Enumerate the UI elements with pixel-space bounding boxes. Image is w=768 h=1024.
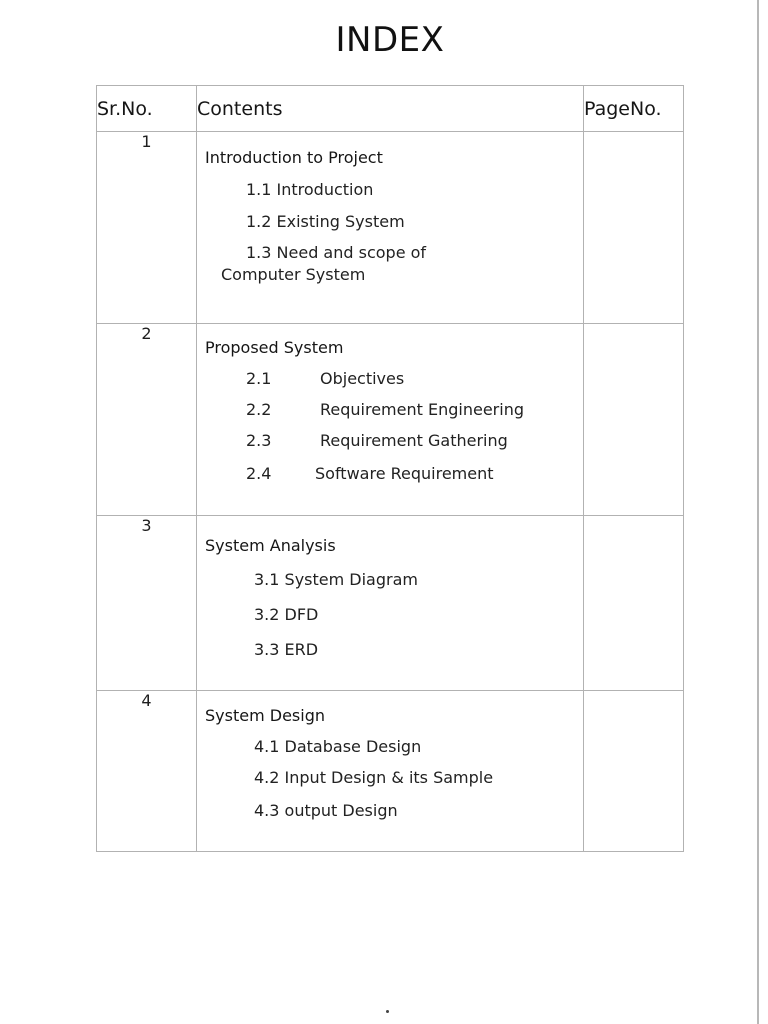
row-sr-number: 4 <box>97 691 197 852</box>
section-title: System Analysis <box>205 536 336 555</box>
content-item: 3.2 DFD <box>254 605 319 624</box>
header-sr-no: Sr.No. <box>97 86 197 132</box>
section-title: Proposed System <box>205 338 344 357</box>
item-number: 2.3 <box>246 431 272 450</box>
section-title: Introduction to Project <box>205 148 383 167</box>
content-item: Software Requirement <box>315 464 494 483</box>
row-contents <box>197 516 584 691</box>
page-dot <box>386 1010 389 1013</box>
content-item: Requirement Gathering <box>320 431 508 450</box>
page-edge-line <box>757 0 759 1024</box>
row-page-no <box>584 516 684 691</box>
content-item: Computer System <box>221 265 366 284</box>
content-item: Requirement Engineering <box>320 400 524 419</box>
content-item: 3.1 System Diagram <box>254 570 418 589</box>
table-row <box>97 324 684 516</box>
content-item: Objectives <box>320 369 405 388</box>
row-sr-number: 2 <box>97 324 197 516</box>
content-item: 3.3 ERD <box>254 640 319 659</box>
item-number: 2.1 <box>246 369 272 388</box>
row-contents <box>197 132 584 324</box>
content-item: 1.3 Need and scope of <box>246 243 427 262</box>
row-contents <box>197 691 584 852</box>
row-sr-number: 1 <box>97 132 197 324</box>
table-row <box>97 132 684 324</box>
table-header-row <box>97 86 684 132</box>
table-row <box>97 516 684 691</box>
header-page-no: PageNo. <box>584 86 684 132</box>
content-item: 4.1 Database Design <box>254 737 422 756</box>
index-table <box>96 85 684 852</box>
item-number: 2.2 <box>246 400 272 419</box>
row-sr-number: 3 <box>97 516 197 691</box>
content-item: 4.2 Input Design & its Sample <box>254 768 494 787</box>
table-row <box>97 691 684 852</box>
content-item: 1.1 Introduction <box>246 180 374 199</box>
page-title: INDEX <box>335 20 445 60</box>
content-item: 1.2 Existing System <box>246 212 405 231</box>
item-number: 2.4 <box>246 464 272 483</box>
row-page-no <box>584 324 684 516</box>
header-contents: Contents <box>197 86 584 132</box>
row-page-no <box>584 691 684 852</box>
content-item: 4.3 output Design <box>254 801 398 820</box>
section-title: System Design <box>205 706 325 725</box>
row-page-no <box>584 132 684 324</box>
row-contents <box>197 324 584 516</box>
